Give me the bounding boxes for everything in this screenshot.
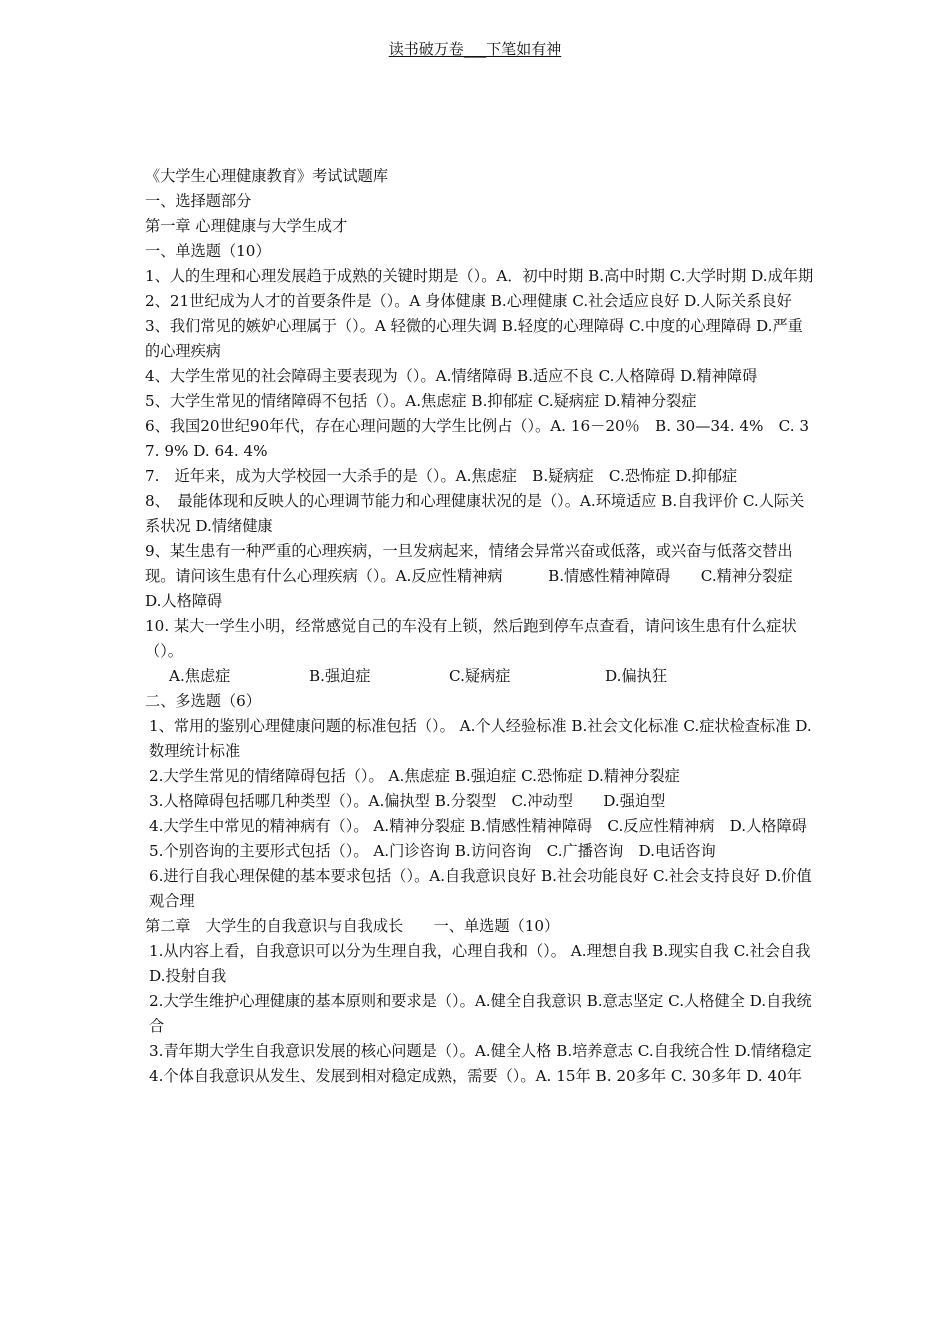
section-heading: 一、选择题部分 <box>145 192 252 210</box>
question-item: 6.进行自我心理保健的基本要求包括（）。A.自我意识良好 B.社会功能良好 C.社会支持良好 D.价值观合理 <box>149 867 812 910</box>
question-item: 5、大学生常见的情绪障碍不包括（）。A.焦虑症 B.抑郁症 C.疑病症 D.精神分裂症 <box>145 392 697 410</box>
question-item: 10. 某大一学生小明，经常感觉自己的车没有上锁，然后跑到停车点查看，请问该生患有什么症状（）。 <box>145 617 797 660</box>
question-item: 1、人的生理和心理发展趋于成熟的关键时期是（）。A．初中时期 B.高中时期 C.大学时期 D.成年期 <box>145 267 814 285</box>
chapter-heading: 第一章 心理健康与大学生成才 <box>145 217 348 235</box>
document-title: 《大学生心理健康教育》考试试题库 <box>145 167 388 185</box>
question-item: 2.大学生常见的情绪障碍包括（）。 A.焦虑症 B.强迫症 C.恐怖症 D.精神分裂症 <box>149 767 680 785</box>
question-item: 9、某生患有一种严重的心理疾病，一旦发病起来，情绪会异常兴奋或低落，或兴奋与低落交替出现。请问该生患有什么心理疾病（）。A.反应性精神病 B.情感性精神障碍 C.精神分裂症 D.人格障碍 <box>145 542 839 610</box>
chapter-heading: 第二章 大学生的自我意识与自我成长 一、单选题（10） <box>145 917 560 935</box>
option-c: C.疑病症 <box>449 667 511 685</box>
question-item: 2、21世纪成为人才的首要条件是（）。A 身体健康 B.心理健康 C.社会适应良好 D.人际关系良好 <box>145 292 792 310</box>
question-item: 5.个别咨询的主要形式包括（）。 A.门诊咨询 B.访问咨询 C.广播咨询 D.电话咨询 <box>149 842 716 860</box>
question-item: 6、我国20世纪90年代，存在心理问题的大学生比例占（）。A. 16－20％ B. 30—34. 4% C. 37. 9% D. 64. 4% <box>145 417 810 460</box>
question-item: 1、常用的鉴别心理健康问题的标准包括（）。 A.个人经验标准 B.社会文化标准 C.症状检查标准 D.数理统计标准 <box>149 717 812 760</box>
question-item: 4、大学生常见的社会障碍主要表现为（）。A.情绪障碍 B.适应不良 C.人格障碍 D.精神障碍 <box>145 367 758 385</box>
subsection-heading: 二、多选题（6） <box>145 692 261 710</box>
question-item: 8、 最能体现和反映人的心理调节能力和心理健康状况的是（）。A.环境适应 B.自我评价 C.人际关系状况 D.情绪健康 <box>145 492 805 535</box>
question-item: 4.大学生中常见的精神病有（）。 A.精神分裂症 B.情感性精神障碍 C.反应性精神病 D.人格障碍 <box>149 817 807 835</box>
question-item: 3.青年期大学生自我意识发展的核心问题是（）。A.健全人格 B.培养意志 C.自我统合性 D.情绪稳定 <box>149 1042 812 1060</box>
question-item: 1.从内容上看，自我意识可以分为生理自我，心理自我和（）。 A.理想自我 B.现实自我 C.社会自我 D.投射自我 <box>149 942 811 985</box>
question-item: 4.个体自我意识从发生、发展到相对稳定成熟，需要（）。A. 15年 B. 20多年 C. 30多年 D. 40年 <box>149 1067 802 1085</box>
option-b: B.强迫症 <box>309 667 371 685</box>
question-item: 3、我们常见的嫉妒心理属于（）。A 轻微的心理失调 B.轻度的心理障碍 C.中度的心理障碍 D.严重的心理疾病 <box>145 317 803 360</box>
document-body <box>145 164 839 1089</box>
page-header <box>0 38 950 59</box>
option-d: D.偏执狂 <box>605 667 668 685</box>
question-item: 7. 近年来，成为大学校园一大杀手的是（）。A.焦虑症 B.疑病症 C.恐怖症 D.抑郁症 <box>145 467 738 485</box>
option-a: A.焦虑症 <box>169 667 231 685</box>
question-options-row <box>145 664 815 689</box>
subsection-heading: 一、单选题（10） <box>145 242 271 260</box>
question-item: 2.大学生维护心理健康的基本原则和要求是（）。A.健全自我意识 B.意志坚定 C.人格健全 D.自我统合 <box>149 992 812 1035</box>
question-item: 3.人格障碍包括哪几种类型（）。A.偏执型 B.分裂型 C.冲动型 D.强迫型 <box>149 792 666 810</box>
header-motto: 读书破万卷___下笔如有神 <box>388 40 562 58</box>
